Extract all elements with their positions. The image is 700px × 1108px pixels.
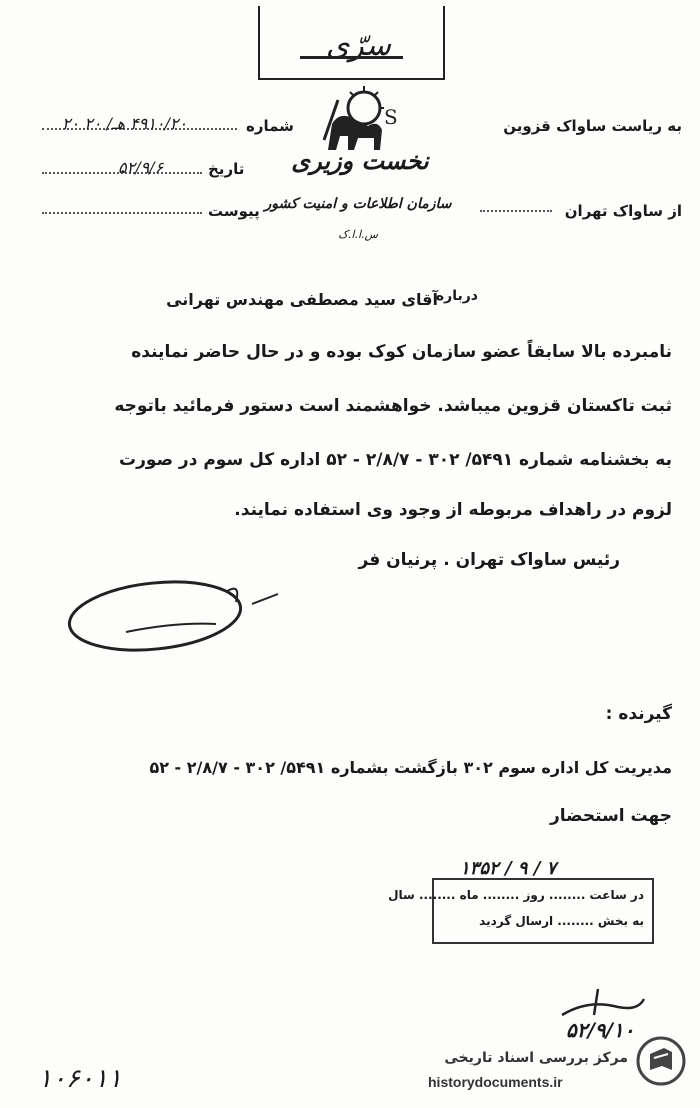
date-label: تاریخ (208, 160, 245, 178)
attachment-dotted-line (42, 212, 202, 214)
body-line-1: نامبرده بالا سابقاً عضو سازمان کوک بوده و در حال حاضر نماینده (131, 342, 672, 362)
classification-box (258, 6, 445, 80)
from-sender: از ساواک تهران (564, 202, 682, 220)
recipients-label: گیرنده : (605, 704, 672, 724)
org-subtitle: سازمان اطلاعات و امنیت کشور (264, 196, 452, 212)
date-value: ۵۲/۹/۶ (118, 158, 164, 177)
signature-stroke-icon (250, 592, 280, 606)
subject-text: آقای سید مصطفی مهندس تهرانی (166, 290, 438, 309)
classification-underline (300, 56, 403, 59)
body-line-4: لزوم در راهداف مربوطه از وجود وی استفاده نمایند. (234, 500, 672, 520)
subject-label: درباره (435, 288, 478, 304)
org-code: س.ا.ا.ک (338, 228, 378, 241)
number-label: شماره (246, 117, 294, 135)
page-number: ۱۰۶۰۱۱ (38, 1064, 122, 1094)
recipients-line-2: جهت استحضار (549, 806, 672, 826)
stamp-row-2: به بخش ........ ارسال گردید (479, 914, 644, 928)
watermark-url: historydocuments.ir (428, 1074, 563, 1090)
handwritten-bottom-date: ۵۲/۹/۱۰ (566, 1018, 635, 1042)
body-line-3: به بخشنامه شماره ۵۴۹۱/ ۳۰۲ - ۲/۸/۷ - ۵۲ اداره کل سوم در صورت (119, 450, 672, 470)
body-line-2: ثبت تاکستان قزوین میباشد. خواهشمند است دستور فرمائید باتوجه (114, 396, 672, 416)
recipients-line-1: مدیریت کل اداره سوم ۳۰۲ بازگشت بشماره ۵۴۹۱/ ۳۰۲ - ۲/۸/۷ - ۵۲ (149, 758, 672, 777)
stamp-handwritten-date: ۱۳۵۲ / ۹ / ۷ (460, 858, 557, 879)
signature-title: رئیس ساواک تهران . پرنیان فر (358, 550, 620, 570)
svg-text:S: S (384, 105, 398, 129)
receipt-stamp (388, 878, 654, 944)
number-value: ۴۹۱۰/۲۰ هـ/ ۲۰ ۲۰ (62, 114, 188, 133)
attachment-label: پیوست (208, 202, 260, 220)
classification-label: سرّی (325, 28, 391, 63)
watermark-title: مرکز بررسی اسناد تاریخی (444, 1050, 628, 1066)
stamp-row-1: در ساعت ........ روز ........ ماه ........ سال (388, 888, 644, 902)
org-title: نخست وزیری (291, 146, 429, 175)
to-recipient: به ریاست ساواک قزوین (503, 117, 682, 135)
signature-scribble-icon (66, 572, 244, 654)
archive-logo-icon (636, 1036, 686, 1086)
from-dotted-line (480, 210, 552, 212)
